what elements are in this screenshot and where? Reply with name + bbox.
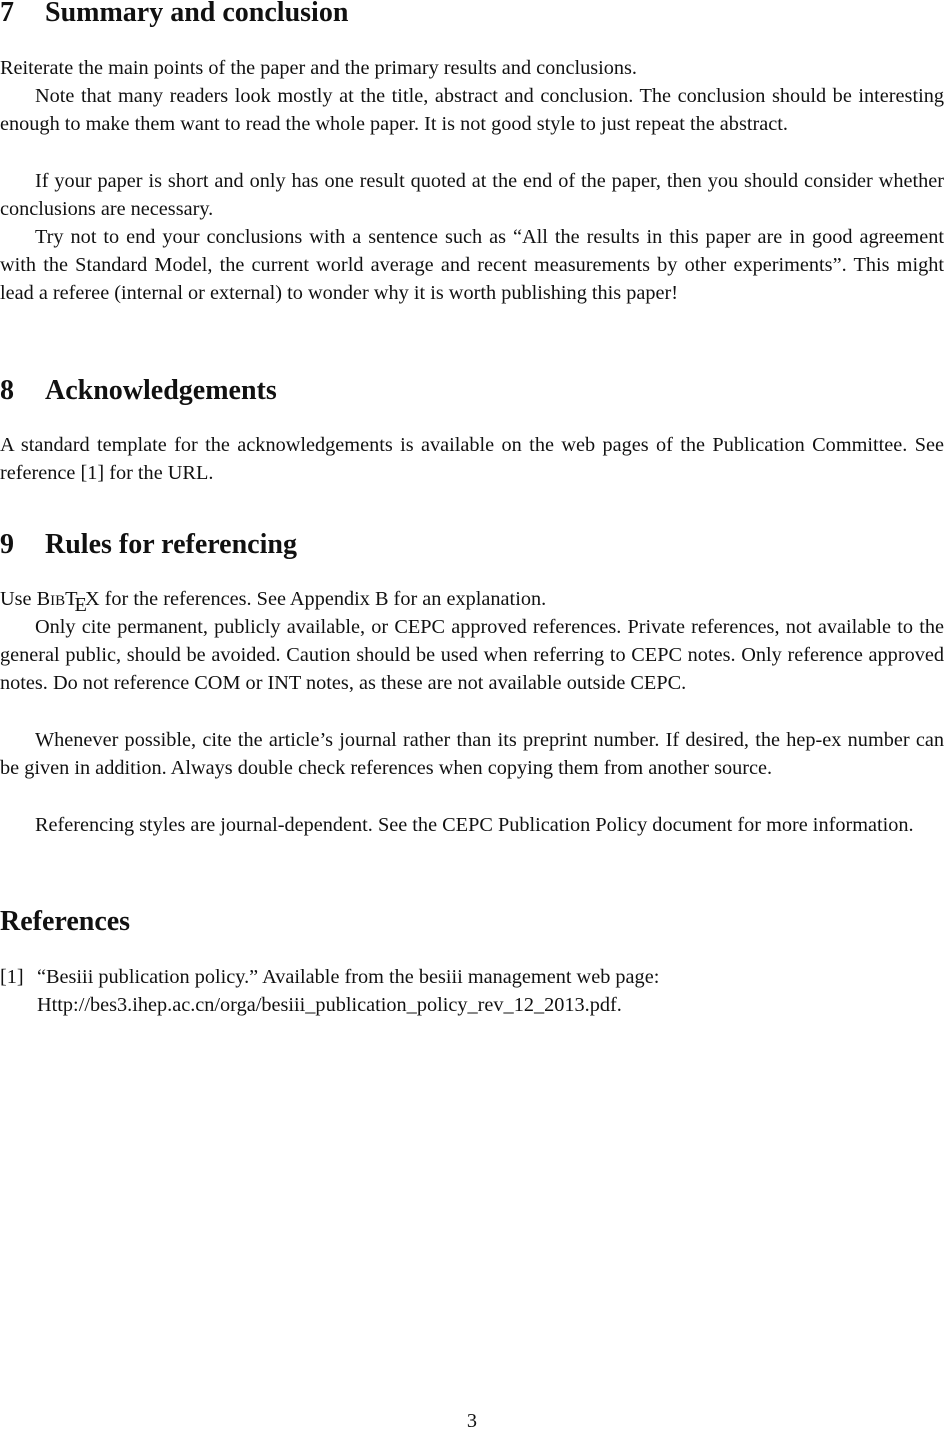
paragraph: Note that many readers look mostly at the title, abstract and conclusion. The conclusion should be interesting enough to make them want to read the whole paper. It is not good style to just repeat the abstract.: [0, 85, 944, 136]
reference-text: “Besiii publication policy.” Available from the besiii management web page:: [37, 966, 660, 988]
paragraph: Reiterate the main points of the paper and the primary results and conclusions.: [0, 57, 637, 79]
text-fragment: Use: [0, 588, 37, 610]
section-title: Summary and conclusion: [45, 0, 349, 28]
paragraph: If your paper is short and only has one result quoted at the end of the paper, then you should consider whether conclusions are necessary.: [0, 170, 944, 221]
text-fragment: for the references. See Appendix B for an explanation.: [99, 588, 547, 610]
paragraph: Try not to end your conclusions with a sentence such as “All the results in this paper are in good agreement with the Standard Model, the current world average and recent measurements by other experiments”. This might lead a referee (internal or external) to wonder why it is worth publishing this paper!: [0, 226, 944, 305]
reference-url: Http://bes3.ihep.ac.cn/orga/besiii_publication_policy_rev_12_2013.pdf.: [37, 994, 622, 1017]
reference-item: [0, 963, 944, 1019]
section-heading-summary: [0, 0, 348, 28]
references-heading: [0, 907, 130, 937]
section-number: 7: [0, 0, 14, 28]
section-number: 9: [0, 529, 14, 560]
section-heading-referencing: [0, 530, 297, 560]
paragraph: Referencing styles are journal-dependent. See the CEPC Publication Policy document for more information.: [35, 814, 914, 836]
paragraph: Whenever possible, cite the article’s journal rather than its preprint number. If desired, the hep-ex number can be given in addition. Always double check references when copying them from another source.: [0, 729, 944, 780]
bibtex-logo: BIBTEX: [36, 588, 100, 616]
paragraph: Only cite permanent, publicly available, or CEPC approved references. Private references, not available to the general public, should be avoided. Caution should be used when referring to CEPC notes. Only reference approved notes. Do not reference COM or INT notes, as these are not available outside CEPC.: [0, 616, 944, 695]
bibtex-paragraph: [0, 585, 944, 615]
paragraph: A standard template for the acknowledgements is available on the web pages of the Publication Committee. See reference [1] for the URL.: [0, 434, 944, 485]
reference-label: [1]: [0, 966, 24, 988]
page-number: 3: [466, 1410, 478, 1432]
section-number: 8: [0, 375, 14, 406]
section-title: Acknowledgements: [45, 375, 277, 406]
section-title: Rules for referencing: [45, 529, 297, 560]
reference-list: [0, 963, 944, 1019]
references-title: References: [0, 906, 131, 937]
section-heading-acknowledgements: [0, 376, 277, 406]
